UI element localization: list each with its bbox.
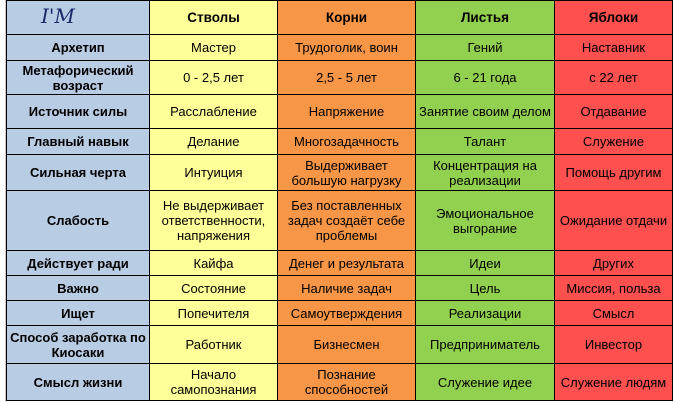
- table-row: [7, 129, 673, 155]
- cell-apples: Служение людям: [555, 364, 673, 401]
- cell-apples: с 22 лет: [555, 61, 673, 95]
- header-row: [7, 1, 673, 35]
- cell-trunks: Мастер: [150, 35, 278, 61]
- cell-roots: Выдерживает большую нагрузку: [278, 155, 416, 191]
- cell-roots: Напряжение: [278, 95, 416, 129]
- cell-trunks: Делание: [150, 129, 278, 155]
- cell-trunks: 0 - 2,5 лет: [150, 61, 278, 95]
- table-row: [7, 61, 673, 95]
- cell-roots: Самоутверждения: [278, 301, 416, 326]
- cell-apples: Инвестор: [555, 326, 673, 364]
- cell-roots: Денег и результата: [278, 251, 416, 276]
- cell-leaves: Служение идее: [416, 364, 555, 401]
- cell-trunks: Состояние: [150, 276, 278, 301]
- row-label: Сильная черта: [7, 155, 150, 191]
- cell-leaves: Гений: [416, 35, 555, 61]
- cell-leaves: Цель: [416, 276, 555, 301]
- row-label: Архетип: [7, 35, 150, 61]
- table-row: [7, 251, 673, 276]
- row-label: Главный навык: [7, 129, 150, 155]
- cell-leaves: Эмоциональное выгорание: [416, 191, 555, 251]
- table-row: [7, 301, 673, 326]
- table-row: [7, 95, 673, 129]
- header-trunks: Стволы: [150, 1, 278, 35]
- cell-leaves: Талант: [416, 129, 555, 155]
- header-apples: Яблоки: [555, 1, 673, 35]
- cell-leaves: Реализации: [416, 301, 555, 326]
- cell-roots: 2,5 - 5 лет: [278, 61, 416, 95]
- cell-leaves: Занятие своим делом: [416, 95, 555, 129]
- cell-apples: Служение: [555, 129, 673, 155]
- tree-comparison-table: [6, 0, 673, 401]
- header-leaves: Листья: [416, 1, 555, 35]
- cell-apples: Смысл: [555, 301, 673, 326]
- row-label: Смысл жизни: [7, 364, 150, 401]
- cell-trunks: Не выдерживает ответственности, напряжения: [150, 191, 278, 251]
- row-label: Источник силы: [7, 95, 150, 129]
- table-row: [7, 35, 673, 61]
- logo-mark: I'M: [41, 4, 75, 28]
- row-label: Метафорический возраст: [7, 61, 150, 95]
- cell-roots: Наличие задач: [278, 276, 416, 301]
- cell-trunks: Работник: [150, 326, 278, 364]
- header-roots: Корни: [278, 1, 416, 35]
- cell-trunks: Кайфа: [150, 251, 278, 276]
- cell-apples: Других: [555, 251, 673, 276]
- cell-roots: Трудоголик, воин: [278, 35, 416, 61]
- cell-leaves: 6 - 21 года: [416, 61, 555, 95]
- table-row: [7, 276, 673, 301]
- table-row: [7, 155, 673, 191]
- cell-roots: Познание способностей: [278, 364, 416, 401]
- cell-apples: Ожидание отдачи: [555, 191, 673, 251]
- cell-apples: Наставник: [555, 35, 673, 61]
- row-label: Ищет: [7, 301, 150, 326]
- row-label: Действует ради: [7, 251, 150, 276]
- cell-leaves: Концентрация на реализации: [416, 155, 555, 191]
- cell-trunks: Начало самопознания: [150, 364, 278, 401]
- cell-apples: Отдавание: [555, 95, 673, 129]
- cell-roots: Бизнесмен: [278, 326, 416, 364]
- table-row: [7, 364, 673, 401]
- corner-cell: [7, 1, 150, 35]
- cell-roots: Без поставленных задач создаёт себе проблемы: [278, 191, 416, 251]
- cell-apples: Помощь другим: [555, 155, 673, 191]
- cell-roots: Многозадачность: [278, 129, 416, 155]
- row-label: Слабость: [7, 191, 150, 251]
- cell-trunks: Интуиция: [150, 155, 278, 191]
- table-row: [7, 191, 673, 251]
- cell-leaves: Идеи: [416, 251, 555, 276]
- cell-trunks: Расслабление: [150, 95, 278, 129]
- cell-trunks: Попечителя: [150, 301, 278, 326]
- row-label: Важно: [7, 276, 150, 301]
- cell-leaves: Предприниматель: [416, 326, 555, 364]
- cell-apples: Миссия, польза: [555, 276, 673, 301]
- row-label: Способ заработка по Киосаки: [7, 326, 150, 364]
- table-row: [7, 326, 673, 364]
